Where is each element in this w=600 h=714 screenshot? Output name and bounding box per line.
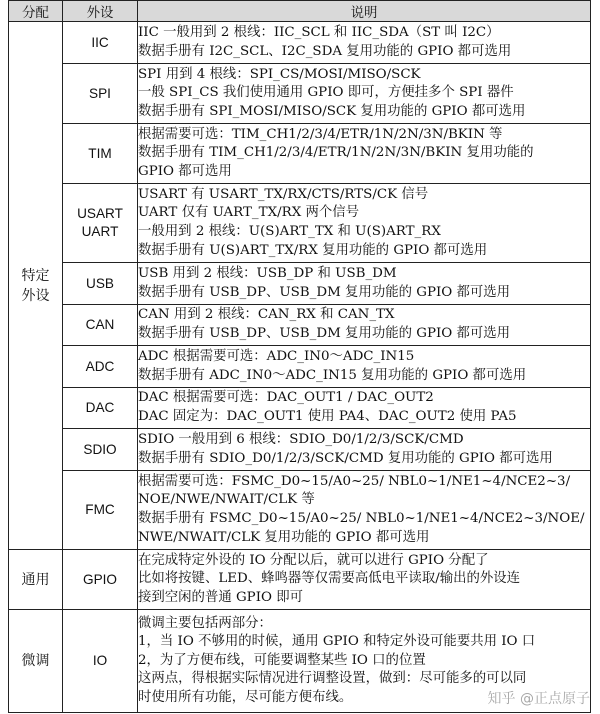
description-cell — [138, 429, 591, 471]
description-line: DAC 根据需要可选：DAC_OUT1 / DAC_OUT2 — [138, 390, 434, 406]
peripheral-cell: IO — [63, 610, 138, 713]
description-line: NOE/NWE/NWAIT/CLK 等 — [138, 492, 315, 508]
description-line: SDIO 一般用到 6 根线：SDIO_D0/1/2/3/SCK/CMD — [138, 431, 464, 447]
header-peripheral: 外设 — [63, 1, 138, 22]
table-row — [9, 550, 591, 610]
group-general: 通用 — [9, 550, 63, 610]
peripheral-cell: GPIO — [63, 550, 138, 610]
description-cell — [138, 388, 591, 429]
group-special — [9, 22, 63, 550]
description-line: 数据手册有 USB_DP、USB_DM 复用功能的 GPIO 都可选用 — [138, 284, 511, 300]
description-cell — [138, 22, 591, 64]
description-line: NWE/NWAIT/CLK 复用功能的 GPIO 都可选用 — [138, 529, 430, 545]
description-line: 在完成特定外设的 IO 分配以后，就可以进行 GPIO 分配了 — [138, 552, 489, 568]
description-line: 数据手册有 ADC_IN0～ADC_IN15 复用功能的 GPIO 都可选用 — [138, 367, 527, 383]
description-line: IIC 一般用到 2 根线：IIC_SCL 和 IIC_SDA（ST 叫 I2C） — [138, 24, 500, 40]
table-header-row — [9, 1, 591, 22]
description-cell — [138, 263, 591, 305]
peripheral-cell: IIC — [63, 22, 138, 64]
table-row — [9, 124, 591, 184]
table-row — [9, 471, 591, 550]
table-row — [9, 64, 591, 124]
description-line: 数据手册有 TIM_CH1/2/3/4/ETR/1N/2N/3N/BKIN 复用功能的 — [138, 145, 534, 161]
peripheral-label: USART UART — [77, 206, 123, 239]
peripheral-cell: SDIO — [63, 429, 138, 471]
description-line: USB 用到 2 根线：USB_DP 和 USB_DM — [138, 265, 397, 281]
description-cell — [138, 471, 591, 550]
description-line: 微调主要包括两部分： — [138, 615, 272, 631]
description-line: 1，当 IO 不够用的时候，通用 GPIO 和特定外设可能要共用 IO 口 — [138, 634, 536, 650]
description-line: GPIO 都可选用 — [138, 163, 232, 179]
description-cell — [138, 184, 591, 263]
peripheral-cell: DAC — [63, 388, 138, 429]
description-line: 数据手册有 FSMC_D0~15/A0~25/ NBL0~1/NE1~4/NCE2~3/NOE/ — [138, 511, 585, 526]
description-cell — [138, 124, 591, 184]
peripheral-cell: FMC — [63, 471, 138, 550]
description-cell — [138, 305, 591, 346]
table-row — [9, 184, 591, 263]
peripheral-cell: SPI — [63, 64, 138, 124]
group-label: 特定 外设 — [21, 267, 50, 304]
description-line: 一般用到 2 根线：U(S)ART_TX 和 U(S)ART_RX — [138, 224, 441, 239]
group-fine-tune: 微调 — [9, 610, 63, 713]
table-row — [9, 429, 591, 471]
description-line: 根据需要可选：TIM_CH1/2/3/4/ETR/1N/2N/3N/BKIN 等 — [138, 126, 503, 142]
description-line: SPI 用到 4 根线：SPI_CS/MOSI/MISO/SCK — [138, 66, 421, 82]
description-line: 2，为了方便布线，可能要调整某些 IO 口的位置 — [138, 652, 426, 668]
description-line: 根据需要可选：FSMC_D0~15/A0~25/ NBL0~1/NE1~4/NCE2~3/ — [138, 473, 571, 489]
description-line: DAC 固定为：DAC_OUT1 使用 PA4、DAC_OUT2 使用 PA5 — [138, 409, 517, 424]
io-allocation-table — [8, 0, 591, 713]
description-line: 这两点，得根据实际情况进行调整设置，做到：尽可能多的可以同 — [138, 671, 527, 687]
peripheral-cell: CAN — [63, 305, 138, 346]
description-line: 一般 SPI_CS 我们使用通用 GPIO 即可，方便挂多个 SPI 器件 — [138, 85, 514, 101]
description-cell — [138, 64, 591, 124]
watermark: 知乎 @正点原子 — [487, 691, 590, 707]
description-line: 数据手册有 USB_DP、USB_DM 复用功能的 GPIO 都可选用 — [138, 326, 511, 341]
description-cell — [138, 550, 591, 610]
description-line: 时使用所有功能，尽可能方便布线。 — [138, 689, 353, 705]
header-allocation: 分配 — [9, 1, 63, 22]
description-line: 数据手册有 SPI_MOSI/MISO/SCK 复用功能的 GPIO 都可选用 — [138, 103, 526, 119]
description-cell — [138, 346, 591, 388]
description-line: 数据手册有 SDIO_D0/1/2/3/SCK/CMD 复用功能的 GPIO 都可选用 — [138, 450, 553, 466]
table-row — [9, 305, 591, 346]
header-description: 说明 — [138, 1, 591, 22]
peripheral-cell — [63, 184, 138, 263]
description-line: CAN 用到 2 根线：CAN_RX 和 CAN_TX — [138, 307, 395, 323]
peripheral-cell: TIM — [63, 124, 138, 184]
table-row — [9, 22, 591, 64]
description-line: USART 有 USART_TX/RX/CTS/RTS/CK 信号 — [138, 186, 429, 202]
peripheral-cell: USB — [63, 263, 138, 305]
table-row — [9, 388, 591, 429]
peripheral-cell: ADC — [63, 346, 138, 388]
description-line: 数据手册有 I2C_SCL、I2C_SDA 复用功能的 GPIO 都可选用 — [138, 43, 512, 59]
description-line: ADC 根据需要可选：ADC_IN0～ADC_IN15 — [138, 348, 415, 364]
table-row — [9, 263, 591, 305]
description-line: 比如将按键、LED、蜂鸣器等仅需要高低电平读取/输出的外设连 — [138, 571, 521, 587]
table-row — [9, 346, 591, 388]
description-line: 接到空闲的普通 GPIO 即可 — [138, 589, 304, 605]
description-line: UART 仅有 UART_TX/RX 两个信号 — [138, 205, 360, 221]
description-line: 数据手册有 U(S)ART_TX/RX 复用功能的 GPIO 都可选用 — [138, 242, 488, 258]
